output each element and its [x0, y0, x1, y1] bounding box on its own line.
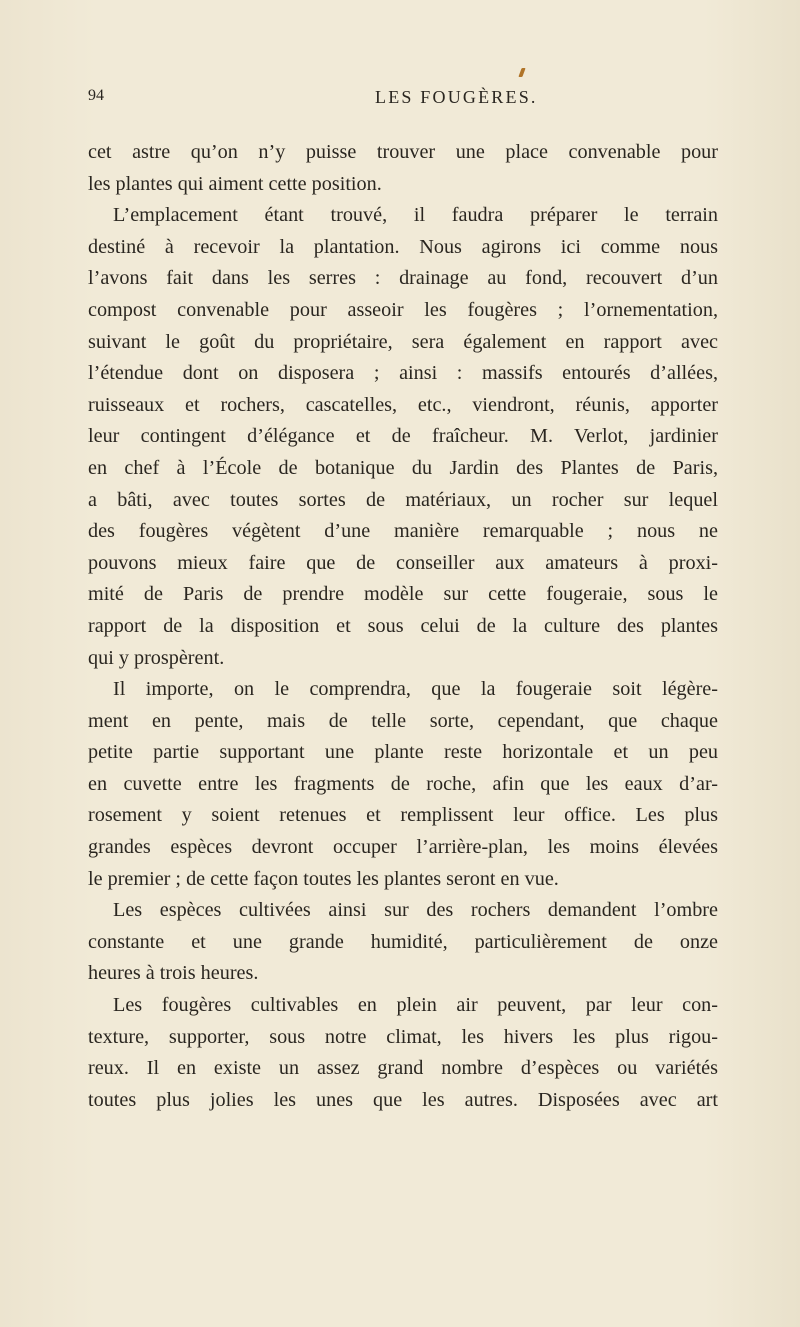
text-line: les plantes qui aiment cette position.: [88, 172, 382, 195]
text-line: destiné à recevoir la plantation. Nous agirons ici comme nous: [88, 235, 718, 258]
text-line: compost convenable pour asseoir les fougères ; l’ornementation,: [88, 298, 718, 321]
text-line: Les fougères cultivables en plein air peuvent, par leur con-: [113, 994, 718, 1017]
text-line: leur contingent d’élégance et de fraîcheur. M. Verlot, jardinier: [88, 425, 718, 448]
text-line: suivant le goût du propriétaire, sera également en rapport avec: [88, 330, 718, 353]
text-line: qui y prospèrent.: [88, 646, 225, 669]
text-line: des fougères végètent d’une manière remarquable ; nous ne: [88, 520, 718, 543]
text-line: reux. Il en existe un assez grand nombre d’espèces ou variétés: [88, 1057, 718, 1080]
text-line: petite partie supportant une plante reste horizontale et un peu: [88, 741, 718, 764]
text-line: rapport de la disposition et sous celui de la culture des plantes: [88, 614, 718, 637]
text-line: mité de Paris de prendre modèle sur cette fougeraie, sous le: [88, 583, 718, 606]
text-line: texture, supporter, sous notre climat, les hivers les plus rigou-: [88, 1025, 718, 1048]
text-line: rosement y soient retenues et remplissent leur office. Les plus: [88, 804, 718, 827]
text-line: grandes espèces devront occuper l’arrière-plan, les moins élevées: [88, 836, 718, 859]
text-line: toutes plus jolies les unes que les autres. Disposées avec art: [88, 1088, 718, 1111]
text-line: le premier ; de cette façon toutes les plantes seront en vue.: [88, 867, 559, 890]
page-number: 94: [88, 87, 104, 104]
body-text: [88, 137, 718, 1116]
text-line: heures à trois heures.: [88, 962, 259, 985]
text-line: ment en pente, mais de telle sorte, cependant, que chaque: [88, 709, 718, 732]
page-header: [88, 87, 718, 117]
running-title: LES FOUGÈRES.: [375, 87, 538, 107]
text-line: ruisseaux et rochers, cascatelles, etc., viendront, réunis, apporter: [88, 393, 718, 416]
text-line: constante et une grande humidité, particulièrement de onze: [88, 930, 718, 953]
text-line: en chef à l’École de botanique du Jardin des Plantes de Paris,: [88, 456, 718, 479]
text-line: l’avons fait dans les serres : drainage au fond, recouvert d’un: [88, 267, 718, 290]
ink-speck: [518, 68, 525, 77]
text-line: Les espèces cultivées ainsi sur des rochers demandent l’ombre: [113, 899, 718, 922]
text-line: l’étendue dont on disposera ; ainsi : massifs entourés d’allées,: [88, 362, 718, 385]
text-line: a bâti, avec toutes sortes de matériaux, un rocher sur lequel: [88, 488, 718, 511]
text-line: cet astre qu’on n’y puisse trouver une place convenable pour: [88, 141, 718, 163]
text-line: L’emplacement étant trouvé, il faudra préparer le terrain: [113, 204, 718, 227]
text-line: en cuvette entre les fragments de roche, afin que les eaux d’ar-: [88, 772, 718, 795]
text-line: pouvons mieux faire que de conseiller aux amateurs à proxi-: [88, 551, 718, 574]
text-line: Il importe, on le comprendra, que la fougeraie soit légère-: [113, 678, 718, 701]
